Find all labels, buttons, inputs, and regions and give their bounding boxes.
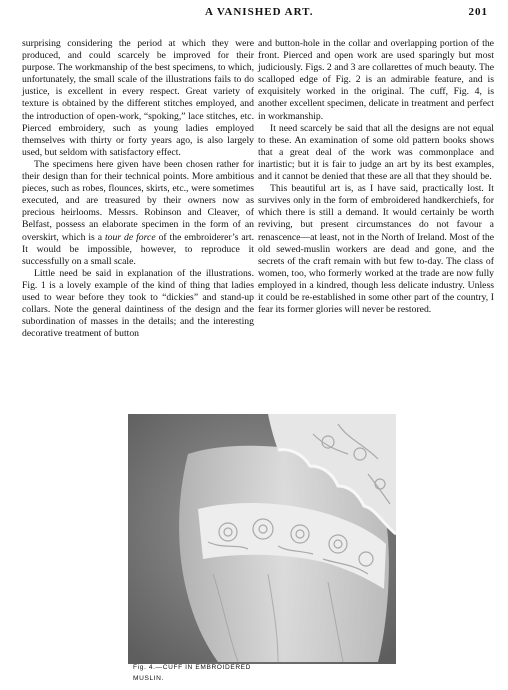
paragraph: surprising considering the period at which they were produced, and could scarcely be improved for their purpose. The workmanship of the best specimens, to which, unfortunately, the small scale of the illustrations fails to do justice, is excellent in every respect. Great variety of texture is obtained by the different stitches employed, and the introduction of open-work, “spoking,” lace stitches, etc. Pierced embroidery, such as young ladies employed themselves with thirty or forty years ago, is also largely used, but seldom with satisfactory effect. — [22, 38, 255, 158]
paragraph: Little need be said in explanation of the illustrations. Fig. 1 is a lovely example of the kind of thing that ladies used to wear before they took to “dickies” and stand-up collars. Note the general daintiness of the design and the subordination of masses in the details; and the interesting decorative treatment of button — [22, 267, 254, 340]
paragraph-text: of the embroiderer’s art. It would be impossible, however, to reproduce it successfully on a small scale. — [22, 231, 255, 267]
cuff-photograph — [128, 414, 396, 664]
paragraph-text: The specimens here given have been chosen rather for their design than for their technical points. More ambitious pieces, such as robes, flounces, skirts, etc., were sometimes executed, and are treasured by their owners now as precious heirlooms. Messrs. Robinson and Cleaver, of Belfast, possess an elaborate specimen in the form of an overskirt, which is a — [22, 158, 254, 243]
running-header — [0, 6, 508, 22]
italic-phrase: tour de force — [104, 231, 156, 243]
right-text-column — [258, 38, 494, 316]
paragraph: and button-hole in the collar and overlapping portion of the front. Pierced and open work are used sparingly but most judiciously. Figs. 2 and 3 are collarettes of much beauty. The scalloped edge of Fig. 2 is an admirable feature, and is exquisitely worked in the original. The cuff, Fig. 4, is another excellent specimen, delicate in treatment and perfect in workmanship. — [258, 38, 494, 122]
left-text-column — [22, 38, 254, 340]
paragraph: This beautiful art is, as I have said, practically lost. It survives only in the form of embroidered handkerchiefs, for which there is still a demand. It would certainly be worth reviving, but present circumstances do not favour a renascence—at least, not in the North of Ireland. Most of the old sewed-muslin workers are dead and gone, and the secrets of the craft remain with but few to-day. The class of women, too, who formerly worked at the trade are now fully employed in a kindred, though less delicate industry. Unless it could be re-established in some other part of the country, I fear its former glories will never be restored. — [258, 183, 494, 316]
caption-line: Fig. 4.—CUFF IN EMBROIDERED — [133, 664, 252, 671]
paragraph: It need scarcely be said that all the designs are not equal to these. An examination of some old pattern books shows that a great deal of the work was commonplace and inartistic; but it is fair to judge an art by its best examples, and it cannot be denied that these are all that they should be. — [258, 122, 494, 183]
running-title: A VANISHED ART. — [205, 6, 314, 18]
figure-caption — [133, 662, 333, 684]
page-number: 201 — [468, 6, 488, 18]
caption-line: MUSLIN. — [133, 675, 164, 682]
embroidered-cuff-image — [128, 414, 396, 664]
paragraph — [22, 159, 254, 268]
